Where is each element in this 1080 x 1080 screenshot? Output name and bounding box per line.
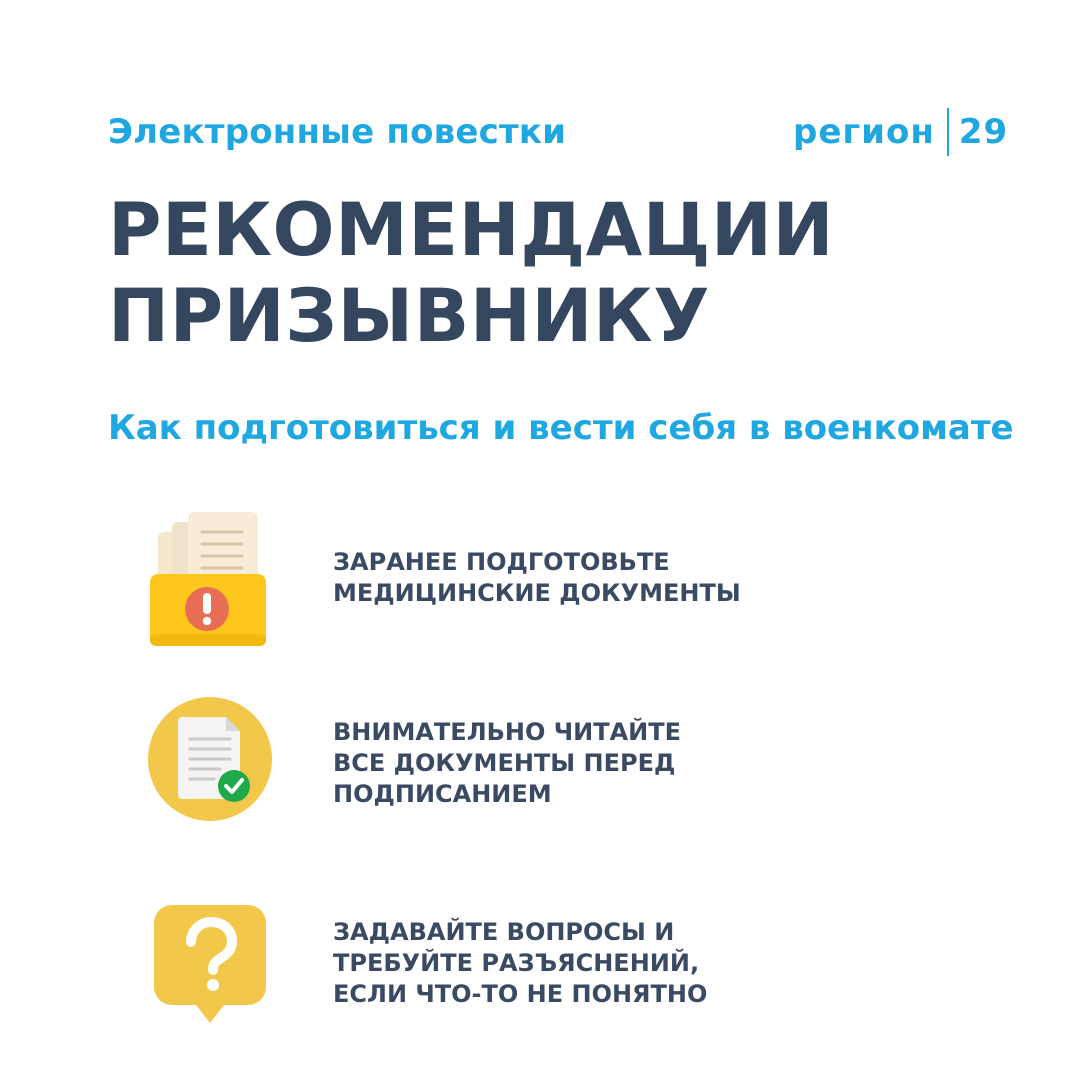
brand-name: регион [793, 112, 935, 152]
page-title [108, 188, 1008, 360]
tip-item-read-documents [148, 693, 968, 833]
title-line-1: РЕКОМЕНДАЦИИ [108, 188, 835, 273]
tip-text-ask-questions: ЗАДАВАЙТЕ ВОПРОСЫ И ТРЕБУЙТЕ РАЗЪЯСНЕНИЙ, ЕСЛИ ЧТО-ТО НЕ ПОНЯТНО [333, 917, 708, 1008]
question-bubble-icon [148, 893, 273, 1033]
tip-item-ask-questions [148, 893, 968, 1033]
brand-divider [947, 108, 949, 156]
brand-number: 29 [958, 112, 1009, 152]
page-subtitle: Как подготовиться и вести себя в военкомате [108, 408, 1014, 448]
title-line-2: ПРИЗЫВНИКУ [108, 274, 710, 359]
tip-item-medical-documents [148, 508, 968, 648]
medical-folder-warning-icon [148, 508, 273, 648]
tip-text-medical-documents: ЗАРАНЕЕ ПОДГОТОВЬТЕ МЕДИЦИНСКИЕ ДОКУМЕНТЫ [333, 548, 741, 607]
tip-text-read-documents: ВНИМАТЕЛЬНО ЧИТАЙТЕ ВСЕ ДОКУМЕНТЫ ПЕРЕД ПОДПИСАНИЕМ [333, 717, 682, 808]
document-checked-icon [148, 693, 273, 833]
brand-logo [793, 108, 1008, 156]
section-kicker: Электронные повестки [108, 112, 567, 152]
